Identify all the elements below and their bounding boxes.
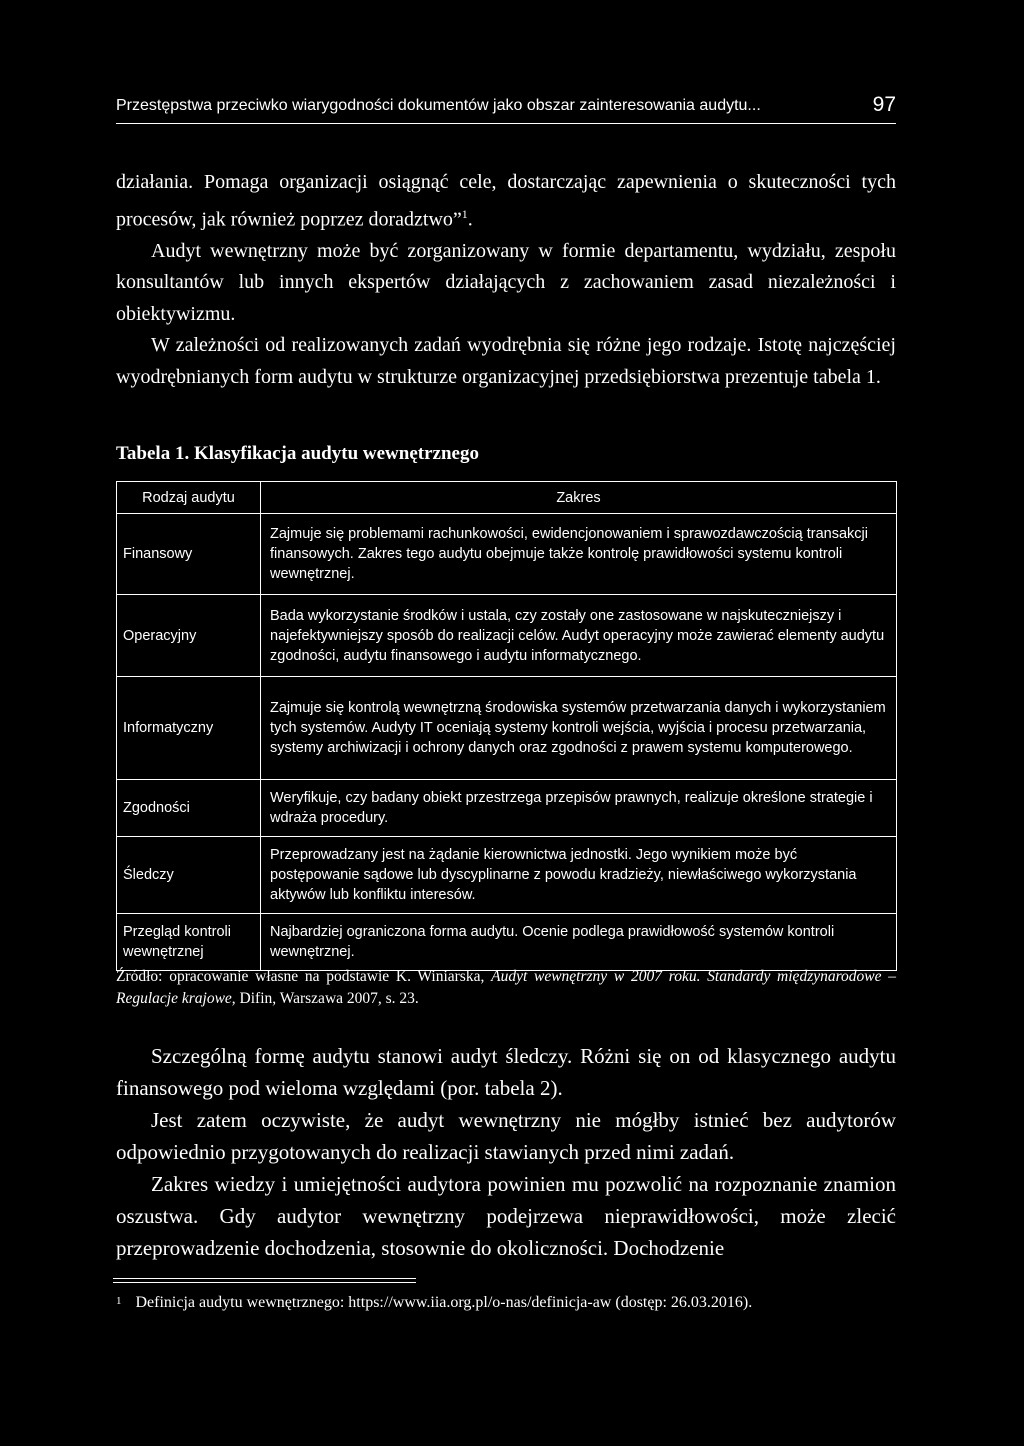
audit-scope-cell: Weryfikuje, czy badany obiekt przestrzega przepisów prawnych, realizuje określone strategie i wdraża procedury.: [261, 780, 897, 837]
table-row: [117, 780, 897, 837]
table-row: [117, 595, 897, 677]
table-label: Tabela 1.: [116, 443, 190, 464]
table-caption: [116, 443, 479, 465]
intro-text: [116, 167, 896, 393]
table-row: [117, 677, 897, 780]
audit-classification-table: [116, 481, 897, 971]
table-row: [117, 837, 897, 914]
after-paragraph-3: Zakres wiedzy i umiejętności audytora powinien mu pozwolić na rozpoznanie znamion oszustwa. Gdy audytor wewnętrzny podejrzewa nieprawidłowości, może zlecić przeprowadzenie dochodzenia, stosownie do okoliczności. Dochodzenie: [116, 1172, 896, 1260]
table-row: [117, 914, 897, 971]
audit-scope-cell: Bada wykorzystanie środków i ustala, czy zostały one zastosowane w najskuteczniejszy i najefektywniejszy sposób do realizacji celów. Audyt operacyjny może zawierać elementy audytu zgodności, audytu finansowego i audytu informatycznego.: [261, 595, 897, 677]
audit-type-cell: Finansowy: [117, 514, 261, 595]
header-scope: Zakres: [261, 482, 897, 514]
source-prefix: Źródło: opracowanie własne na podstawie K. Winiarska,: [116, 968, 485, 985]
source-suffix: , Difin, Warszawa 2007, s. 23.: [231, 990, 419, 1007]
audit-scope-cell: Najbardziej ograniczona forma audytu. Ocenie podlega prawidłowość systemów kontroli wewnętrznej.: [261, 914, 897, 971]
intro-paragraph-2: Audyt wewnętrzny może być zorganizowany w formie departamentu, wydziału, zespołu konsultantów lub innych ekspertów działających z zachowaniem zasad niezależności i obiektywizmu.: [116, 239, 896, 325]
footnote-ref: 1: [461, 206, 468, 221]
audit-scope-cell: Zajmuje się problemami rachunkowości, ewidencjonowaniem i sprawozdawczością transakcji finansowych. Zakres tego audytu obejmuje także kontrolę prawidłowości systemu kontroli wewnętrznej.: [261, 514, 897, 595]
audit-type-cell: Zgodności: [117, 780, 261, 837]
after-table-text: [116, 1040, 896, 1264]
footnote-divider-second: [113, 1282, 416, 1283]
intro-paragraph-1-text: działania. Pomaga organizacji osiągnąć cele, dostarczając zapewnienia o skuteczności tych procesów, jak również poprzez doradztwo”: [116, 171, 896, 231]
after-paragraph-1: Szczególną formę audytu stanowi audyt śledczy. Różni się on od klasycznego audytu finansowego pod wieloma względami (por. tabela 2).: [116, 1044, 896, 1100]
table-header-row: [117, 482, 897, 514]
audit-type-cell: Informatyczny: [117, 677, 261, 780]
table-title: Klasyfikacja audytu wewnętrznego: [193, 443, 479, 464]
page-number: 97: [872, 93, 896, 116]
table-source-note: [116, 966, 896, 1010]
header-audit-type: Rodzaj audytu: [117, 482, 261, 514]
audit-type-cell: Przegląd kontroli wewnętrznej: [117, 914, 261, 971]
audit-scope-cell: Przeprowadzany jest na żądanie kierownictwa jednostki. Jego wynikiem może być postępowanie sądowe lub dyscyplinarne z powodu kradzieży, niewłaściwego wykorzystania aktywów lub konfliktu interesów.: [261, 837, 897, 914]
intro-paragraph-1: [116, 167, 896, 236]
running-header: [116, 95, 896, 124]
audit-type-cell: Operacyjny: [117, 595, 261, 677]
footnote-divider: [113, 1278, 416, 1279]
footnote-number: 1: [116, 1295, 122, 1307]
table-row: [117, 514, 897, 595]
intro-paragraph-3: W zależności od realizowanych zadań wyodrębnia się różne jego rodzaje. Istotę najczęściej wyodrębnianych form audytu w strukturze organizacyjnej przedsiębiorstwa prezentuje tabela 1.: [116, 334, 896, 388]
running-title: Przestępstwa przeciwko wiarygodności dokumentów jako obszar zainteresowania audytu...: [116, 97, 761, 114]
audit-type-cell: Śledczy: [117, 837, 261, 914]
footnote-text: Definicja audytu wewnętrznego: https://www.iia.org.pl/o-nas/definicja-aw (dostęp: 26.03.2016).: [135, 1294, 753, 1311]
audit-scope-cell: Zajmuje się kontrolą wewnętrzną środowiska systemów przetwarzania danych i wykorzystaniem tych systemów. Audyty IT oceniają systemy kontroli wejścia, wyjścia i procesu przetwarzania, systemy archiwizacji i ochrony danych oraz zgodności z prawem systemu komputerowego.: [261, 677, 897, 780]
footnote: [116, 1292, 906, 1314]
source-title: Audyt wewnętrzny w 2007 roku. Standardy międzynarodowe – Regulacje krajowe: [116, 968, 897, 1007]
intro-paragraph-1-end: .: [467, 208, 473, 231]
after-paragraph-2: Jest zatem oczywiste, że audyt wewnętrzny nie mógłby istnieć bez audytorów odpowiednio przygotowanych do realizacji stawianych przed nimi zadań.: [116, 1108, 896, 1164]
